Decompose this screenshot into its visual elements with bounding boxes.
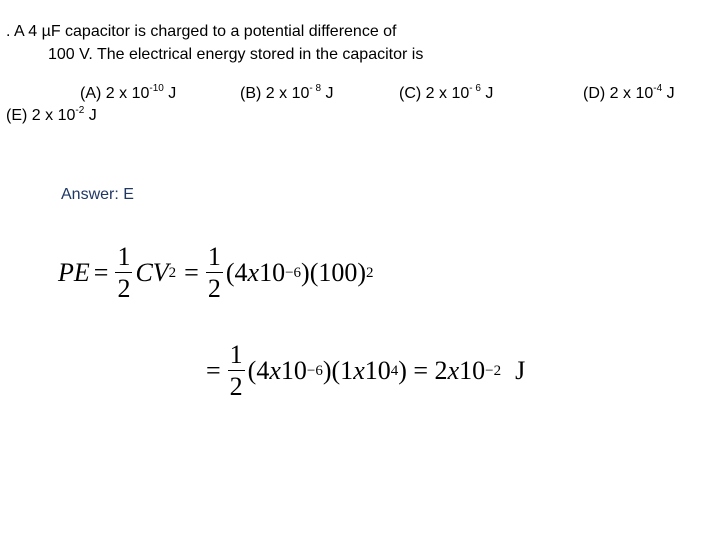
choice-c-unit: J <box>480 85 494 102</box>
fraction-half <box>115 244 132 302</box>
question-line-2: 100 V. The electrical energy stored in the capacitor is <box>48 46 424 63</box>
choice-b-unit: J <box>321 85 334 102</box>
ten: 10 <box>259 258 286 287</box>
fraction-numerator: 1 <box>117 242 131 271</box>
choice-d-text: (D) 2 x 10 <box>583 85 654 102</box>
choice-d-unit: J <box>662 85 675 102</box>
choice-e-text: (E) 2 x 10 <box>6 107 76 124</box>
voltage-squared-open: )(1 <box>322 356 354 385</box>
choice-a <box>80 84 176 104</box>
fraction-half-2 <box>206 244 223 302</box>
ten-2: 10 <box>364 356 391 385</box>
answer-label: Answer: E <box>61 186 134 203</box>
question-text: F capacitor is charged to a potential difference of <box>50 23 397 40</box>
result-prefix: ) = 2 <box>398 356 448 385</box>
choice-c <box>399 84 493 104</box>
pe-symbol: PE <box>58 258 90 287</box>
equation-line-1: PE = $\frac{1}{2}$ CV 2 = $\frac{1}{2}$ (4 x 10 −6 )(100) 2 <box>58 242 374 303</box>
question-prefix: . A 4 <box>6 23 42 40</box>
equation-line-2: = $\frac{1}{2}$ (4 x 10 −6 )(1 x 10 4 ) = 2 x 10 −2 J <box>206 340 526 401</box>
choice-b-text: (B) 2 x 10 <box>240 85 310 102</box>
times-x-2: x <box>353 356 365 385</box>
equals-sign: = <box>93 258 109 287</box>
mu-symbol: µ <box>41 23 51 40</box>
equals-sign: = <box>206 356 221 385</box>
ten: 10 <box>280 356 307 385</box>
joule-unit: J <box>515 356 526 385</box>
times-x-3: x <box>447 356 460 385</box>
choice-d-exponent: -4 <box>653 83 663 94</box>
choice-a-exponent: -10 <box>149 83 164 94</box>
choice-d <box>583 84 675 104</box>
fraction-denominator: 2 <box>117 274 131 303</box>
choice-e <box>6 106 97 126</box>
cv-term: CV <box>135 258 169 287</box>
choice-e-exponent: -2 <box>75 105 85 116</box>
choice-a-unit: J <box>163 85 177 102</box>
equals-sign-2: = <box>184 258 199 287</box>
question-line-1 <box>6 22 397 42</box>
choice-a-text: (A) 2 x 10 <box>80 85 150 102</box>
ten-3: 10 <box>459 356 486 385</box>
choice-b-exponent: - 8 <box>309 83 322 94</box>
fraction-denominator: 2 <box>207 274 221 303</box>
choice-c-text: (C) 2 x 10 <box>399 85 470 102</box>
capacitance-open: (4 <box>225 258 248 287</box>
times-x: x <box>247 258 260 287</box>
fraction-denominator: 2 <box>229 372 243 401</box>
fraction-numerator: 1 <box>229 340 243 369</box>
times-x: x <box>269 356 281 385</box>
choice-b <box>240 84 333 104</box>
choice-c-exponent: - 6 <box>469 83 481 94</box>
choice-e-unit: J <box>84 107 97 124</box>
fraction-half <box>228 342 245 400</box>
voltage-term: )(100) <box>301 258 367 287</box>
capacitance-open: (4 <box>247 356 270 385</box>
fraction-numerator: 1 <box>207 242 221 271</box>
